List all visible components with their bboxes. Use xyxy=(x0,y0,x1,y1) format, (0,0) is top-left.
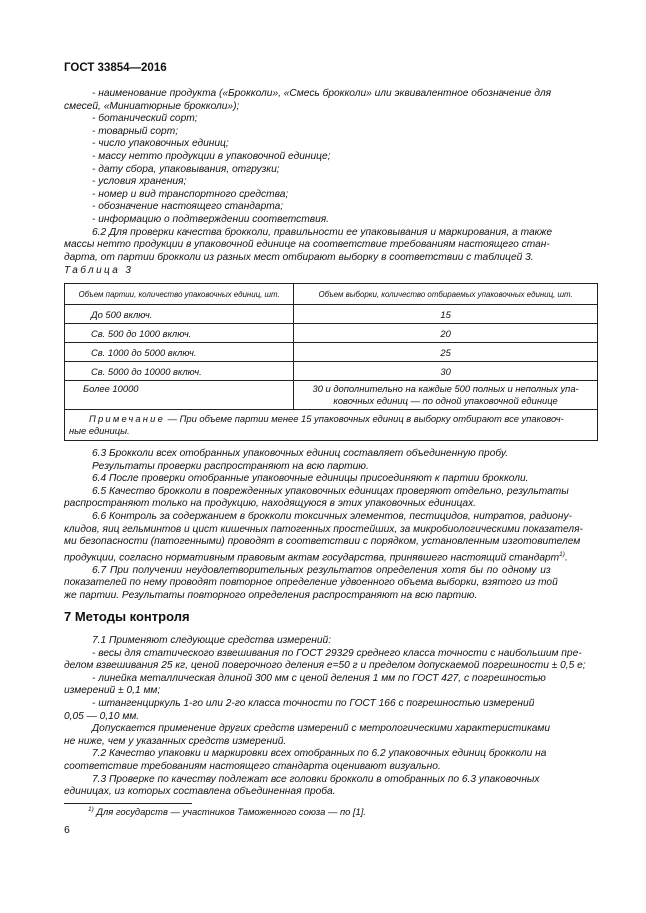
page-number: 6 xyxy=(64,824,70,836)
paragraph-7-3-line: единицах, из которых составлена объединенная проба. xyxy=(64,786,336,798)
paragraph-6-2-line: массы нетто продукции в упаковочной единице на соответствие требованиям настоящего стан- xyxy=(64,239,550,251)
list-item: - массу нетто продукции в упаковочной единице; xyxy=(92,150,331,162)
note-text: ные единицы. xyxy=(69,425,130,436)
sample-size-table xyxy=(64,283,598,441)
list-item: - число упаковочных единиц; xyxy=(92,138,229,150)
paragraph-6-7: 6.7 При получении неудовлетворительных результатов определения хотя бы по одному из xyxy=(92,564,551,576)
footnote-reference[interactable]: 1) xyxy=(559,550,565,558)
list-item: - информацию о подтверждении соответствия. xyxy=(92,213,330,225)
paragraph-6-7-line: показателей по нему проводят повторное определение удвоенного объема выборки, взятого из той xyxy=(64,577,558,589)
sample-size-cell: 30 xyxy=(294,362,598,381)
paragraph-allowance: Допускается применение других средств измерений с метрологическими характеристиками xyxy=(92,723,551,735)
footnote-mark: 1) xyxy=(88,806,94,813)
standard-header: ГОСТ 33854—2016 xyxy=(64,62,167,74)
paragraph-6-2: 6.2 Для проверки качества брокколи, правильности ее упаковывания и маркирования, а также xyxy=(92,226,553,238)
paragraph-6-3-line: Результаты проверки распространяют на всю партию. xyxy=(92,460,369,472)
paragraph-6-6-text: продукции, согласно нормативным правовым актам государства, принявшего настоящий стандарт xyxy=(64,552,560,564)
table-row xyxy=(65,343,598,362)
list-item: - весы для статического взвешивания по ГОСТ 29329 среднего класса точности с наибольшим пре- xyxy=(92,647,582,659)
paragraph-6-5-line: распространяют только на продукцию, находящуюся в этих упаковочных единицах. xyxy=(64,498,477,510)
list-item: - дату сбора, упаковывания, отгрузки; xyxy=(92,163,280,175)
list-item: - товарный сорт; xyxy=(92,125,179,137)
sample-size-line: ковочных единиц — по одной упаковочной единице xyxy=(333,395,558,406)
paragraph-6-6-line: ми безопасности (патогенными) проводят в соответствии с порядком, установленным изготовителем xyxy=(64,536,581,548)
list-item: - наименование продукта («Брокколи», «Смесь брокколи» или эквивалентное обозначение для xyxy=(92,88,552,99)
list-item-continuation: измерений ± 0,1 мм; xyxy=(64,685,161,697)
paragraph-6-5: 6.5 Качество брокколи в поврежденных упаковочных единицах проверяют отдельно, результаты xyxy=(92,485,569,497)
sample-size-line: 30 и дополнительно на каждые 500 полных и неполных упа- xyxy=(312,383,579,394)
list-item: - штангенциркуль 1-го или 2-го класса точности по ГОСТ 166 с погрешностью измерений xyxy=(92,697,535,709)
list-item: - обозначение настоящего стандарта; xyxy=(92,201,284,213)
list-item: - ботанический сорт; xyxy=(92,113,198,125)
paragraph-6-7-line: же партии. Результаты повторного определения распространяют на всю партию. xyxy=(64,589,478,601)
table-caption: Таблица 3 xyxy=(64,265,134,276)
table-row xyxy=(65,324,598,343)
sample-size-cell: 25 xyxy=(294,343,598,362)
list-item-continuation: делом взвешивания 25 кг, ценой поверочного деления е=50 г и пределом допускаемой погрешности ± 0,5 е; xyxy=(64,660,586,672)
table-row xyxy=(65,362,598,381)
lot-size-cell: Св. 5000 до 10000 включ. xyxy=(65,362,294,381)
paragraph-6-4: 6.4 После проверки отобранные упаковочные единицы присоединяют к партии брокколи. xyxy=(92,473,529,485)
paragraph-7-2-line: соответствие требованиям настоящего стандарта оценивают визуально. xyxy=(64,760,441,772)
period: . xyxy=(564,552,568,564)
sampling-paragraphs xyxy=(64,448,598,603)
lot-size-cell: Св. 1000 до 5000 включ. xyxy=(65,343,294,362)
section-7-heading: 7 Методы контроля xyxy=(64,609,190,624)
paragraph-6-6: 6.6 Контроль за содержанием в брокколи токсичных элементов, пестицидов, нитратов, радиону- xyxy=(92,510,572,522)
paragraph-6-3: 6.3 Брокколи всех отобранных упаковочных единиц составляет объединенную пробу. xyxy=(92,448,509,459)
paragraph-7-2: 7.2 Качество упаковки и маркировки всех отобранных по 6.2 упаковочных единиц брокколи на xyxy=(92,748,547,760)
lot-size-cell: Более 10000 xyxy=(65,381,294,410)
list-item: - линейка металлическая длиной 300 мм с ценой деления 1 мм по ГОСТ 427, с погрешностью xyxy=(92,672,546,684)
lot-size-cell: Св. 500 до 1000 включ. xyxy=(65,324,294,343)
footnote xyxy=(88,806,366,817)
footnote-divider xyxy=(64,803,192,804)
table-row xyxy=(65,305,598,324)
labeling-list-block xyxy=(64,88,598,264)
sample-size-cell: 20 xyxy=(294,324,598,343)
list-item-continuation: 0,05 — 0,10 мм. xyxy=(64,710,140,722)
paragraph-6-2-line: дарта, от партии брокколи из разных мест отбирают выборку в соответствии с таблицей 3. xyxy=(64,251,534,263)
paragraph-6-6-line: клидов, яиц гельминтов и цист кишечных патогенных простейших, за микробиологическими показателя- xyxy=(64,523,583,535)
paragraph-allowance-line: не ниже, чем у указанных средств измерений. xyxy=(64,735,287,747)
paragraph-6-6-line xyxy=(64,549,598,565)
paragraph-7-3: 7.3 Проверке по качеству подлежат все головки брокколи в отобранных по 6.3 упаковочных xyxy=(92,773,540,785)
footnote-text: Для государств — участников Таможенного союза — по [1]. xyxy=(93,806,366,818)
table-note-row xyxy=(65,410,598,441)
table-header-row xyxy=(65,284,598,305)
list-item: - номер и вид транспортного средства; xyxy=(92,188,289,200)
column-header-lot-size: Объем партии, количество упаковочных единиц, шт. xyxy=(65,284,294,305)
section-7-body xyxy=(64,635,598,799)
paragraph-7-1: 7.1 Применяют следующие средства измерений: xyxy=(92,635,332,646)
sample-size-cell: 15 xyxy=(294,305,598,324)
list-item-continuation: смесей, «Миниатюрные брокколи»); xyxy=(64,100,240,112)
column-header-sample-size: Объем выборки, количество отбираемых упаковочных единиц, шт. xyxy=(294,284,598,305)
sample-size-cell xyxy=(294,381,598,410)
note-label: Примечание xyxy=(89,413,165,424)
note-text: — При объеме партии менее 15 упаковочных единиц в выборку отбирают все упаковоч- xyxy=(165,413,564,424)
list-item: - условия хранения; xyxy=(92,176,187,188)
table-row xyxy=(65,381,598,410)
table-note xyxy=(65,410,598,441)
lot-size-cell: До 500 включ. xyxy=(65,305,294,324)
